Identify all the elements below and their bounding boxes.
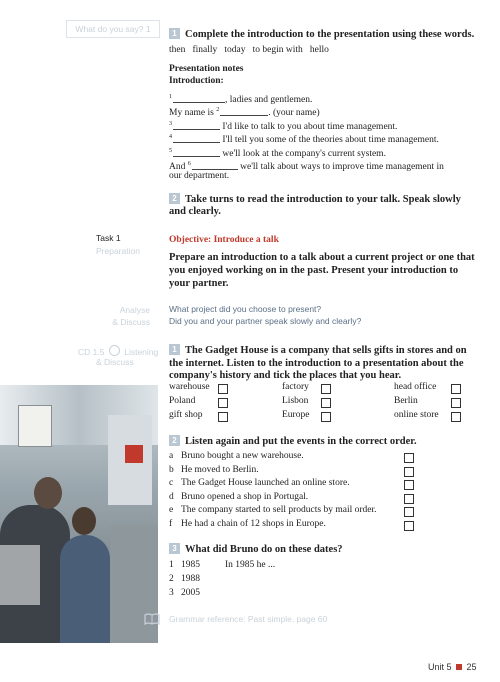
event-letter: b: [169, 464, 174, 475]
date-year: 1988: [181, 574, 200, 584]
event-letter: a: [169, 451, 174, 461]
cd-track-label: [78, 345, 158, 357]
word-item: hello: [309, 45, 329, 55]
place-label: Berlin: [394, 396, 418, 406]
gap-text: we'll talk about ways to improve time management in: [240, 162, 444, 172]
date-item: [169, 559, 369, 573]
place-label: gift shop: [169, 410, 203, 420]
place-label: warehouse: [169, 382, 210, 392]
task-label: Task 1: [96, 233, 121, 243]
word-item: today: [224, 45, 246, 55]
gap-number: 6: [187, 161, 191, 167]
gap-pre: My name is: [169, 108, 214, 118]
event-text: He moved to Berlin.: [181, 464, 259, 475]
gap-field[interactable]: [192, 160, 238, 170]
listen-ex2-text: Listen again and put the events in the correct order.: [185, 436, 417, 447]
date-number: 3: [169, 588, 174, 598]
word-box: [169, 44, 329, 57]
dates-list: [169, 559, 369, 601]
cd-track-number: CD 1.5: [78, 347, 105, 357]
events-list: [169, 450, 419, 531]
section-label: What do you say? 1: [66, 20, 160, 38]
ex2-heading-text: Take turns to read the introduction to your talk. Speak slowly: [185, 194, 461, 205]
listen-ex2-number: 2: [169, 435, 180, 446]
word-item: finally: [192, 45, 218, 55]
page-footer: [428, 662, 477, 672]
event-text: The Gadget House launched an online store.: [181, 478, 350, 488]
event-letter: f: [169, 518, 173, 529]
place-label: factory: [282, 382, 309, 392]
cd-sub-label: & Discuss: [96, 357, 134, 367]
word-item: to begin with: [252, 45, 303, 55]
gap-field[interactable]: [173, 147, 220, 157]
event-order-box[interactable]: [404, 467, 414, 477]
date-number: 2: [169, 574, 174, 584]
footer-square-icon: [456, 664, 462, 670]
cd-icon: [109, 345, 120, 356]
event-order-box[interactable]: [404, 507, 414, 517]
listen-ex3-text: What did Bruno do on these dates?: [185, 544, 343, 555]
store-sign: [18, 405, 52, 447]
gap-text: we'll look at the company's current system.: [222, 149, 386, 159]
gap-number: 5: [169, 148, 172, 154]
place-checkbox[interactable]: [451, 398, 461, 408]
event-order-box[interactable]: [404, 453, 414, 463]
listen-ex1-text: The Gadget House is a company that sells gifts in stores and on: [185, 345, 467, 356]
ex2-heading-cont: and clearly.: [169, 206, 221, 217]
gap-field[interactable]: [173, 133, 220, 143]
date-year: 1985: [181, 560, 200, 570]
gap-line-6-cont: our department.: [169, 171, 230, 181]
event-order-box[interactable]: [404, 494, 414, 504]
event-text: The company started to sell products by mail order.: [181, 505, 377, 515]
notes-title: Presentation notes: [169, 64, 244, 74]
places-grid: [169, 381, 494, 423]
gap-number: 3: [169, 121, 172, 127]
event-item: [169, 450, 419, 464]
word-item: then: [169, 45, 186, 55]
place-label: Lisbon: [282, 396, 309, 406]
event-item: [169, 464, 419, 478]
event-letter: c: [169, 478, 174, 488]
task-objective: Objective: Introduce a talk: [169, 235, 279, 245]
analyse-question-1: What project did you choose to present?: [169, 304, 322, 314]
analyse-question-2: Did you and your partner speak slowly and clearly?: [169, 316, 362, 326]
place-checkbox[interactable]: [218, 384, 228, 394]
gap-pre: And: [169, 162, 186, 172]
listen-ex3-number: 3: [169, 543, 180, 554]
listen-ex1-line-1: [169, 344, 494, 357]
place-checkbox[interactable]: [321, 412, 331, 422]
gap-text: , ladies and gentlemen.: [225, 95, 313, 105]
place-checkbox[interactable]: [321, 384, 331, 394]
listen-ex3-heading: [169, 543, 494, 556]
gap-number: 4: [169, 134, 172, 140]
listen-ex2-heading: [169, 435, 494, 448]
ex1-heading-text: Complete the introduction to the presentation using these words.: [185, 29, 475, 40]
task-line-3: your partner.: [169, 278, 229, 289]
event-item: [169, 477, 419, 491]
event-letter: d: [169, 491, 174, 502]
notes-subtitle: Introduction:: [169, 76, 224, 86]
listening-label: Listening: [124, 347, 159, 357]
place-label: head office: [394, 382, 437, 392]
listen-ex1-line-2: the internet. Listen to the introduction to a presentation about the: [169, 358, 464, 369]
event-item: [169, 491, 419, 505]
gap-text: . (your name): [268, 108, 320, 118]
event-text: Bruno opened a shop in Portugal.: [181, 491, 309, 502]
listen-ex1-number: 1: [169, 344, 180, 355]
place-checkbox[interactable]: [321, 398, 331, 408]
grammar-icon: [144, 612, 160, 624]
gap-field[interactable]: [220, 106, 268, 116]
place-checkbox[interactable]: [218, 398, 228, 408]
event-text: Bruno bought a new warehouse.: [181, 451, 304, 461]
gap-text: I'll tell you some of the theories about time management.: [222, 135, 439, 145]
event-order-box[interactable]: [404, 521, 414, 531]
event-letter: e: [169, 505, 174, 515]
date-number: 1: [169, 560, 174, 570]
places-row: [169, 395, 494, 409]
place-checkbox[interactable]: [451, 412, 461, 422]
date-example: In 1985 he ...: [225, 560, 276, 570]
ex1-number: 1: [169, 28, 180, 39]
task-sub-label: Preparation: [96, 246, 140, 256]
gap-number: 2: [216, 107, 220, 113]
event-order-box[interactable]: [404, 480, 414, 490]
unit-label: Unit 5: [428, 662, 452, 672]
place-label: online store: [394, 410, 439, 420]
place-label: Poland: [169, 396, 196, 406]
store-photo: [0, 385, 158, 643]
ex1-heading: [169, 28, 489, 41]
task-line-1: Prepare an introduction to a talk about a current project or one that: [169, 252, 475, 263]
task-line-2: you enjoyed working on in the past. Present your introduction to: [169, 265, 459, 276]
analyse-sub-label: & Discuss: [112, 317, 150, 327]
ex2-number: 2: [169, 193, 180, 204]
gap-text: I'd like to talk to you about time management.: [222, 122, 398, 132]
page-number: 25: [466, 662, 477, 672]
event-item: [169, 518, 419, 532]
date-year: 2005: [181, 588, 200, 598]
grammar-reference: Grammar reference: Past simple, page 60: [169, 614, 328, 624]
place-checkbox[interactable]: [451, 384, 461, 394]
places-row: [169, 381, 494, 395]
places-row: [169, 409, 494, 423]
place-checkbox[interactable]: [218, 412, 228, 422]
analyse-label: Analyse: [119, 305, 150, 315]
listen-ex1-line-3: company's history and tick the places that you hear.: [169, 370, 402, 381]
event-text: He had a chain of 12 shops in Europe.: [181, 518, 326, 529]
gap-field[interactable]: [173, 93, 225, 103]
place-label: Europe: [282, 410, 310, 420]
gap-field[interactable]: [173, 120, 220, 130]
date-item: [169, 587, 369, 601]
event-item: [169, 504, 419, 518]
gap-number: 1: [169, 94, 172, 100]
date-item: [169, 573, 369, 587]
